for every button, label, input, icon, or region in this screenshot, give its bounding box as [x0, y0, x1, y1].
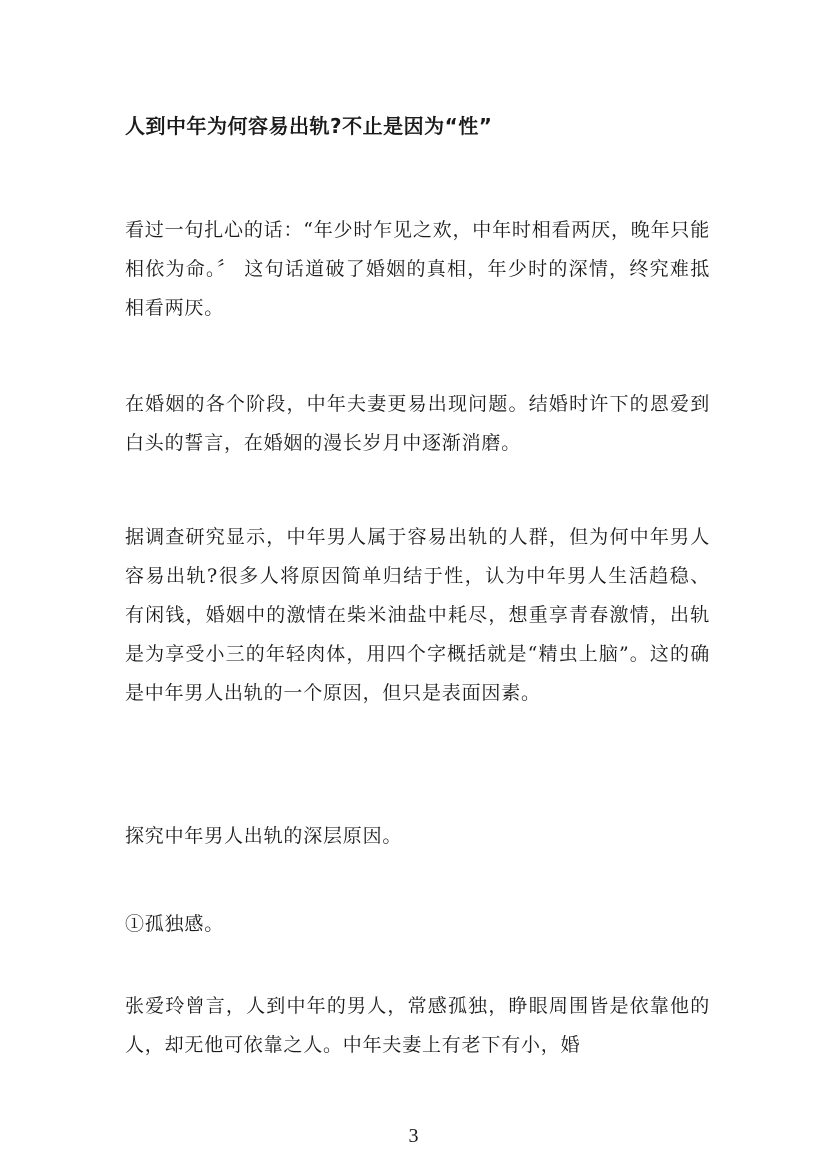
- paragraph-quote-intro: 看过一句扎心的话：“年少时乍见之欢，中年时相看两厌，晚年只能相依为命。〞 这句话道破了婚姻的真相，年少时的深情，终究难抵相看两厌。: [125, 219, 710, 319]
- paragraph-eileen-chang: 张爱玲曾言，人到中年的男人，常感孤独，睁眼周围皆是依靠他的人，却无他可依靠之人。中年夫妻上有老下有小，婚: [125, 995, 710, 1056]
- paragraph-marriage-stages: 在婚姻的各个阶段，中年夫妻更易出现问题。结婚时许下的恩爱到白头的誓言，在婚姻的漫长岁月中逐渐消磨。: [125, 393, 710, 454]
- paragraph-loneliness-heading: ①孤独感。: [125, 913, 225, 935]
- page-number: 3: [408, 1125, 419, 1147]
- article-title: 人到中年为何容易出轨?不止是因为“性”: [125, 114, 493, 138]
- paragraph-research: 据调查研究显示，中年男人属于容易出轨的人群，但为何中年男人容易出轨?很多人将原因简单归结于性，认为中年男人生活趋稳、有闲钱，婚姻中的激情在柴米油盐中耗尽，想重享青春激情，出轨是为享受小三的年轻肉体，用四个字概括就是“精虫上脑”。这的确是中年男人出轨的一个原因，但只是表面因素。: [125, 526, 710, 704]
- paragraph-deep-reasons: 探究中年男人出轨的深层原因。: [125, 825, 403, 847]
